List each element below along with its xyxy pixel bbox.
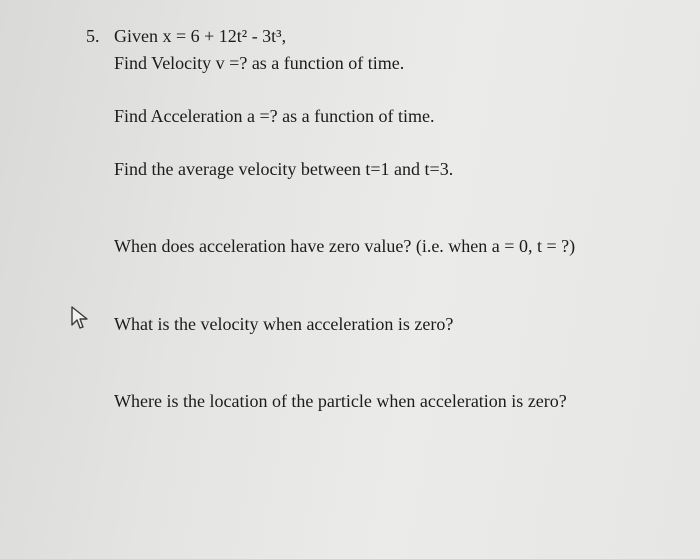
- question-number: 5.: [86, 26, 100, 46]
- question-velocity-at-zero-acceleration: What is the velocity when acceleration is zero?: [114, 314, 454, 334]
- question-acceleration: Find Acceleration a =? as a function of time.: [114, 106, 435, 126]
- arrow-cursor-icon: [70, 305, 90, 331]
- given-equation: Given x = 6 + 12t² - 3t³,: [114, 26, 287, 46]
- question-average-velocity: Find the average velocity between t=1 and t=3.: [114, 159, 454, 179]
- question-location-at-zero-acceleration: Where is the location of the particle when acceleration is zero?: [114, 391, 567, 411]
- question-zero-acceleration: When does acceleration have zero value? (i.e. when a = 0, t = ?): [114, 236, 576, 256]
- question-velocity: Find Velocity v =? as a function of time.: [114, 53, 405, 73]
